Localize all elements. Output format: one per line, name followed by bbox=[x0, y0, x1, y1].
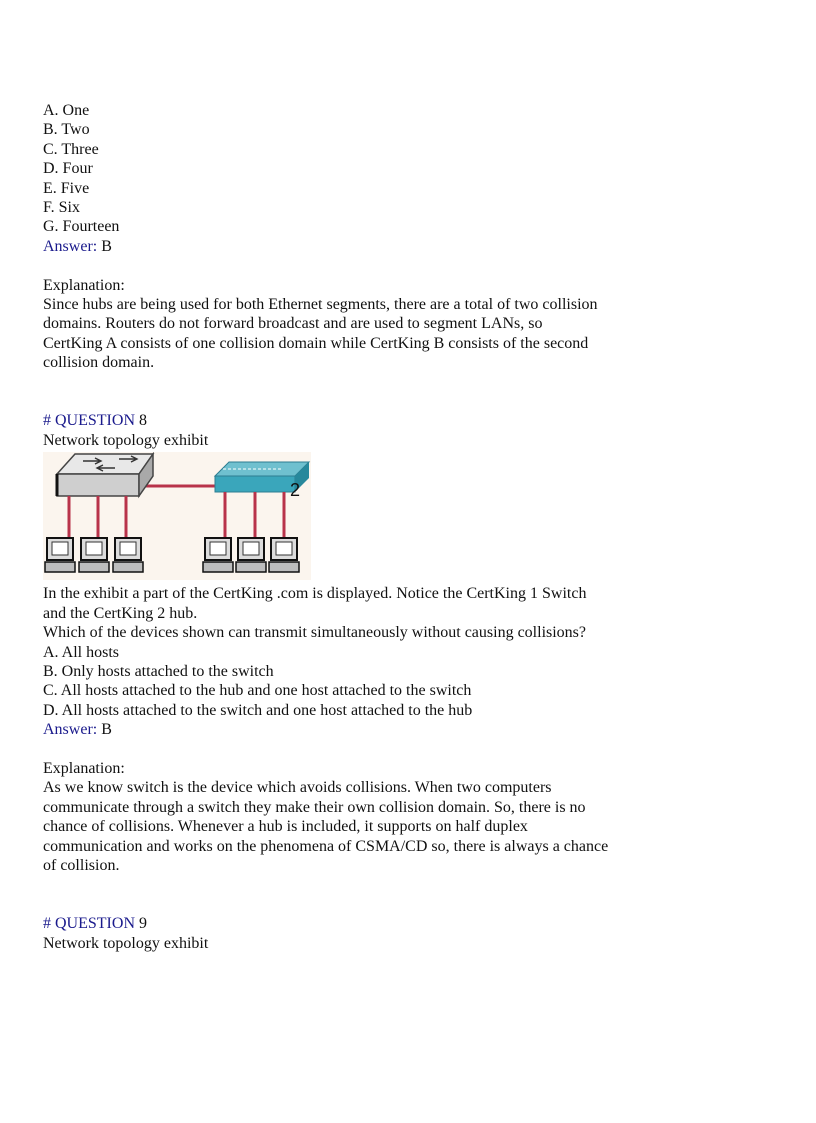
q9-number: 9 bbox=[139, 915, 147, 933]
document-page bbox=[43, 101, 683, 953]
q7-option-e: E. Five bbox=[43, 179, 90, 197]
q7-option-g: G. Fourteen bbox=[43, 218, 120, 236]
host-computer bbox=[203, 538, 233, 572]
q8-text-line: Which of the devices shown can transmit simultaneously without causing collisions? bbox=[43, 624, 587, 642]
q8-option-d: D. All hosts attached to the switch and one host attached to the hub bbox=[43, 701, 473, 719]
q9-label: # QUESTION bbox=[43, 915, 135, 933]
q7-option-b: B. Two bbox=[43, 121, 90, 139]
q8-explanation-line: As we know switch is the device which avoids collisions. When two computers bbox=[43, 779, 552, 797]
q8-explanation-line: communication and works on the phenomena of CSMA/CD so, there is always a chance bbox=[43, 837, 609, 855]
host-computer bbox=[269, 538, 299, 572]
q8-answer bbox=[43, 720, 683, 739]
q7-option-a: A. One bbox=[43, 102, 90, 119]
q8-explanation-title: Explanation: bbox=[43, 759, 125, 777]
network-topology-exhibit bbox=[43, 452, 311, 580]
q8-option-c: C. All hosts attached to the hub and one host attached to the switch bbox=[43, 682, 472, 700]
q8-text-line: In the exhibit a part of the CertKing .com is displayed. Notice the CertKing 1 Switch bbox=[43, 585, 587, 603]
q8-answer-value: B bbox=[101, 721, 112, 739]
q8-text-line: and the CertKing 2 hub. bbox=[43, 604, 198, 622]
q8-option-a: A. All hosts bbox=[43, 643, 120, 661]
q8-explanation-line: chance of collisions. Whenever a hub is included, it supports on half duplex bbox=[43, 818, 528, 836]
q8-heading bbox=[43, 411, 683, 430]
q7-answer-value: B bbox=[101, 237, 112, 255]
q7-explanation-line: collision domain. bbox=[43, 354, 155, 372]
spacer bbox=[43, 373, 683, 412]
q8-explanation-line: communicate through a switch they make their own collision domain. So, there is no bbox=[43, 798, 586, 816]
q7-explanation-title: Explanation: bbox=[43, 276, 125, 294]
q8-option-b: B. Only hosts attached to the switch bbox=[43, 662, 274, 680]
q7-answer-label: Answer: bbox=[43, 237, 98, 255]
host-computer bbox=[79, 538, 109, 572]
q7-explanation-line: domains. Routers do not forward broadcast and are used to segment LANs, so bbox=[43, 315, 543, 333]
q7-explanation-line: Since hubs are being used for both Ethernet segments, there are a total of two collision bbox=[43, 296, 598, 314]
hub-label: 2 bbox=[290, 480, 301, 501]
q7-option-d: D. Four bbox=[43, 160, 93, 178]
q9-heading bbox=[43, 914, 683, 933]
q7-answer bbox=[43, 237, 683, 256]
q7-option-c: C. Three bbox=[43, 140, 99, 158]
switch-device bbox=[57, 454, 153, 496]
spacer bbox=[43, 875, 683, 914]
q7-explanation-line: CertKing A consists of one collision domain while CertKing B consists of the second bbox=[43, 334, 589, 352]
host-computer bbox=[113, 538, 143, 572]
q8-number: 8 bbox=[139, 412, 147, 430]
q8-subtitle: Network topology exhibit bbox=[43, 431, 209, 449]
q7-option-f: F. Six bbox=[43, 199, 80, 217]
host-computer bbox=[236, 538, 266, 572]
q8-label: # QUESTION bbox=[43, 412, 135, 430]
spacer bbox=[43, 256, 683, 275]
q8-answer-label: Answer: bbox=[43, 721, 98, 739]
q9-subtitle: Network topology exhibit bbox=[43, 934, 209, 952]
host-computer bbox=[45, 538, 75, 572]
spacer bbox=[43, 740, 683, 759]
q8-explanation-line: of collision. bbox=[43, 856, 120, 874]
